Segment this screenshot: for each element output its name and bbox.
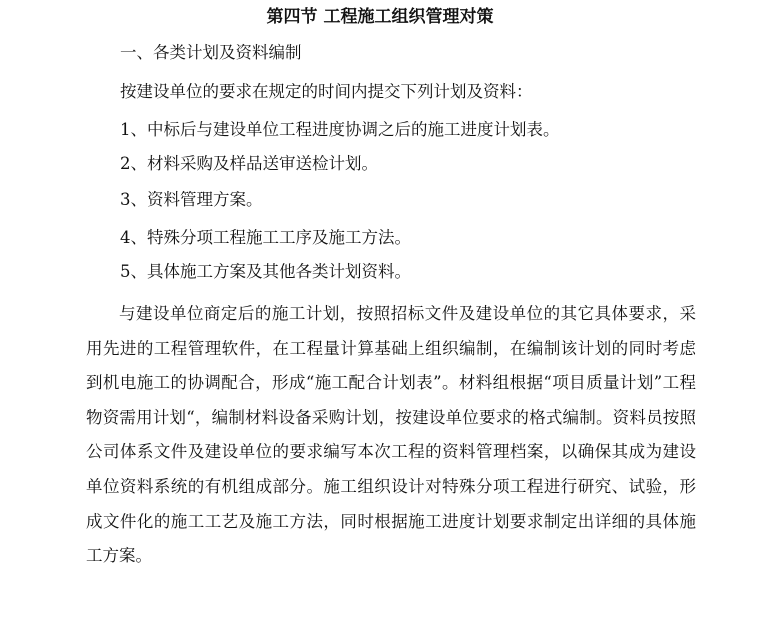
section-title: 第四节 工程施工组织管理对策 <box>266 7 494 27</box>
list-item-2: 2、材料采购及样品送审送检计划。 <box>120 154 378 173</box>
subsection-heading: 一、各类计划及资料编制 <box>120 43 302 62</box>
list-item-4: 4、特殊分项工程施工工序及施工方法。 <box>120 228 411 247</box>
list-item-1: 1、中标后与建设单位工程进度协调之后的施工进度计划表。 <box>120 120 560 139</box>
intro-text: 按建设单位的要求在规定的时间内提交下列计划及资料： <box>120 82 533 101</box>
list-item-5: 5、具体施工方案及其他各类计划资料。 <box>120 262 411 281</box>
body-paragraph: 与建设单位商定后的施工计划，按照招标文件及建设单位的其它具体要求，采用先进的工程管理软件，在工程量计算基础上组织编制，在编制该计划的同时考虑到机电施工的协调配合，形成“施工配合计划表”。材料组根据“项目质量计划”工程物资需用计划“，编制材料设备采购计划，按建设单位要求的格式编制。资料员按照公司体系文件及建设单位的要求编写本次工程的资料管理档案，以确保其成为建设单位资料系统的有机组成部分。施工组织设计对特殊分项工程进行研究、试验，形成文件化的施工工艺及施工方法，同时根据施工进度计划要求制定出详细的具体施工方案。 <box>86 304 696 566</box>
list-item-3: 3、资料管理方案。 <box>120 190 263 209</box>
